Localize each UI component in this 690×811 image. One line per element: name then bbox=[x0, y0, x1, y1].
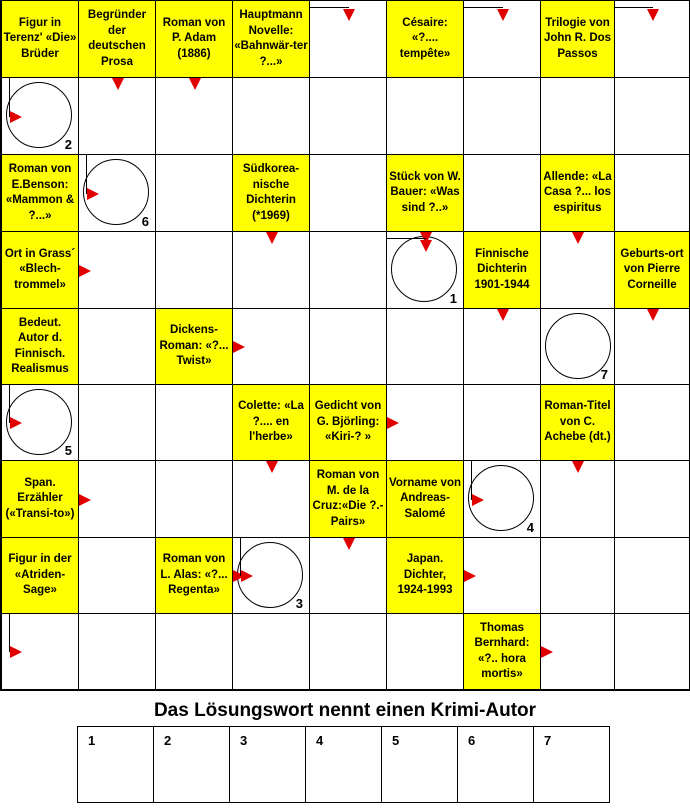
answer-cell[interactable] bbox=[79, 614, 156, 690]
arrow-down-icon bbox=[266, 232, 278, 244]
arrow-down-icon bbox=[497, 9, 509, 21]
solution-box-number: 2 bbox=[164, 733, 172, 748]
solution-box[interactable] bbox=[381, 726, 458, 803]
clue-text: Dickens-Roman: «?... Twist» bbox=[159, 324, 229, 368]
clue-text: Roman von P. Adam (1886) bbox=[162, 16, 226, 60]
answer-cell[interactable] bbox=[615, 461, 690, 538]
clue-text: Ort in Grass´ «Blech-trommel» bbox=[4, 247, 76, 291]
answer-cell[interactable] bbox=[615, 155, 690, 232]
arrow-down-icon bbox=[189, 78, 201, 90]
solution-box[interactable] bbox=[457, 726, 534, 803]
clue-text: Span. Erzähler («Transi-to») bbox=[5, 476, 75, 520]
arrow-right-icon bbox=[387, 417, 399, 429]
clue-cell bbox=[233, 155, 310, 232]
solution-box[interactable] bbox=[305, 726, 382, 803]
solution-letter-number: 7 bbox=[600, 367, 608, 382]
answer-cell[interactable] bbox=[156, 385, 233, 461]
clue-text: Roman von E.Benson: «Mammon & ?...» bbox=[5, 163, 75, 222]
clue-text: Finnische Dichterin 1901-1944 bbox=[474, 247, 530, 291]
clue-text: Allende: «La Casa ?... los espiritus bbox=[543, 170, 612, 214]
answer-cell[interactable] bbox=[79, 538, 156, 614]
answer-cell[interactable] bbox=[541, 78, 615, 155]
answer-cell[interactable] bbox=[541, 309, 615, 385]
arrow-stem bbox=[310, 7, 349, 8]
solution-box-number: 3 bbox=[240, 733, 248, 748]
clue-cell bbox=[310, 385, 387, 461]
answer-cell[interactable] bbox=[156, 155, 233, 232]
clue-cell bbox=[156, 538, 233, 614]
clue-text: Stück von W. Bauer: «Was sind ?..» bbox=[389, 170, 461, 214]
answer-cell[interactable] bbox=[156, 232, 233, 309]
clue-text: Figur in der «Atriden-Sage» bbox=[8, 553, 72, 597]
arrow-down-icon bbox=[266, 461, 278, 473]
arrow-right-icon bbox=[233, 341, 245, 353]
clue-text: Roman von M. de la Cruz:«Die ?.-Pairs» bbox=[312, 469, 384, 528]
solution-box[interactable] bbox=[533, 726, 610, 803]
solution-box-number: 7 bbox=[544, 733, 552, 748]
clue-cell bbox=[233, 385, 310, 461]
clue-text: Geburts-ort von Pierre Corneille bbox=[620, 247, 684, 291]
solution-title: Das Lösungswort nennt einen Krimi-Autor bbox=[153, 700, 537, 721]
clue-cell bbox=[233, 1, 310, 78]
answer-cell[interactable] bbox=[156, 461, 233, 538]
arrow-right-icon bbox=[87, 188, 99, 200]
clue-cell bbox=[387, 538, 464, 614]
answer-cell[interactable] bbox=[387, 78, 464, 155]
arrow-down-icon bbox=[112, 78, 124, 90]
clue-text: Césaire: «?.... tempête» bbox=[399, 16, 451, 60]
answer-cell[interactable] bbox=[387, 309, 464, 385]
answer-cell[interactable] bbox=[615, 538, 690, 614]
solution-box-number: 1 bbox=[88, 733, 96, 748]
clue-cell bbox=[464, 614, 541, 690]
arrow-stem bbox=[615, 7, 653, 8]
answer-cell[interactable] bbox=[615, 385, 690, 461]
arrow-right-icon bbox=[79, 265, 91, 277]
answer-cell[interactable] bbox=[79, 385, 156, 461]
answer-cell[interactable] bbox=[541, 538, 615, 614]
answer-cell[interactable] bbox=[310, 309, 387, 385]
arrow-right-icon bbox=[10, 646, 22, 658]
answer-cell[interactable] bbox=[464, 385, 541, 461]
clue-cell bbox=[387, 1, 464, 78]
arrow-down-icon bbox=[420, 240, 432, 252]
answer-cell[interactable] bbox=[310, 614, 387, 690]
solution-letter-number: 1 bbox=[449, 291, 457, 306]
arrow-down-icon bbox=[497, 309, 509, 321]
solution-letter-number: 3 bbox=[295, 596, 303, 611]
clue-text: Colette: «La ?.... en l'herbe» bbox=[238, 400, 304, 444]
answer-cell[interactable] bbox=[233, 614, 310, 690]
clue-text: Roman-Titel von C. Achebe (dt.) bbox=[544, 400, 611, 444]
solution-letter-number: 6 bbox=[141, 214, 149, 229]
arrow-stem bbox=[387, 238, 426, 239]
clue-text: Vorname von Andreas-Salomé bbox=[389, 476, 461, 520]
answer-cell[interactable] bbox=[615, 78, 690, 155]
clue-text: Gedicht von G. Björling: «Kiri-? » bbox=[314, 400, 382, 444]
solution-box-number: 6 bbox=[468, 733, 476, 748]
clue-cell bbox=[541, 1, 615, 78]
clue-cell bbox=[156, 1, 233, 78]
solution-box[interactable] bbox=[229, 726, 306, 803]
arrow-right-icon bbox=[10, 417, 22, 429]
clue-text: Trilogie von John R. Dos Passos bbox=[543, 16, 612, 60]
clue-text: Begründer der deutschen Prosa bbox=[87, 9, 147, 68]
arrow-right-icon bbox=[472, 494, 484, 506]
clue-text: Figur in Terenz' «Die» Brüder bbox=[3, 16, 77, 60]
clue-cell bbox=[387, 155, 464, 232]
clue-text: Japan. Dichter, 1924-1993 bbox=[397, 553, 453, 597]
clue-cell bbox=[2, 155, 79, 232]
clue-text: Südkorea-nische Dichterin (*1969) bbox=[242, 163, 300, 222]
clue-cell bbox=[310, 461, 387, 538]
clue-cell bbox=[2, 232, 79, 309]
clue-text: Roman von L. Alas: «?... Regenta» bbox=[160, 553, 228, 597]
clue-text: Bedeut. Autor d. Finnisch. Realismus bbox=[11, 316, 69, 375]
arrow-right-icon bbox=[10, 111, 22, 123]
answer-cell[interactable] bbox=[156, 614, 233, 690]
solution-box-number: 5 bbox=[392, 733, 400, 748]
arrow-right-icon bbox=[541, 646, 553, 658]
answer-cell[interactable] bbox=[464, 155, 541, 232]
clue-text: Hauptmann Novelle: «Bahnwär-ter ?...» bbox=[234, 9, 308, 68]
answer-cell[interactable] bbox=[387, 614, 464, 690]
solution-box-number: 4 bbox=[316, 733, 324, 748]
arrow-stem bbox=[464, 7, 503, 8]
arrow-down-icon bbox=[647, 9, 659, 21]
clue-cell bbox=[464, 232, 541, 309]
arrow-right-icon bbox=[241, 570, 253, 582]
clue-cell bbox=[2, 309, 79, 385]
clue-cell bbox=[156, 309, 233, 385]
clue-cell bbox=[2, 538, 79, 614]
answer-cell[interactable] bbox=[464, 78, 541, 155]
arrow-right-icon bbox=[79, 494, 91, 506]
arrow-down-icon bbox=[343, 9, 355, 21]
answer-cell[interactable] bbox=[79, 309, 156, 385]
answer-cell[interactable] bbox=[615, 614, 690, 690]
clue-cell bbox=[541, 385, 615, 461]
arrow-down-icon bbox=[647, 309, 659, 321]
solution-letter-number: 5 bbox=[64, 443, 72, 458]
clue-cell bbox=[615, 232, 690, 309]
clue-cell bbox=[387, 461, 464, 538]
answer-cell[interactable] bbox=[310, 155, 387, 232]
arrow-down-icon bbox=[572, 232, 584, 244]
clue-cell bbox=[2, 1, 79, 78]
answer-cell[interactable] bbox=[310, 78, 387, 155]
clue-cell bbox=[541, 155, 615, 232]
clue-cell bbox=[2, 461, 79, 538]
arrow-down-icon bbox=[343, 538, 355, 550]
clue-text: Thomas Bernhard: «?.. hora mortis» bbox=[474, 621, 530, 680]
solution-letter-number: 4 bbox=[526, 520, 534, 535]
arrow-down-icon bbox=[572, 461, 584, 473]
arrow-right-icon bbox=[464, 570, 476, 582]
solution-letter-number: 2 bbox=[64, 137, 72, 152]
solution-box[interactable] bbox=[153, 726, 230, 803]
answer-cell[interactable] bbox=[233, 78, 310, 155]
clue-cell bbox=[79, 1, 156, 78]
solution-box[interactable] bbox=[77, 726, 154, 803]
answer-cell[interactable] bbox=[310, 232, 387, 309]
